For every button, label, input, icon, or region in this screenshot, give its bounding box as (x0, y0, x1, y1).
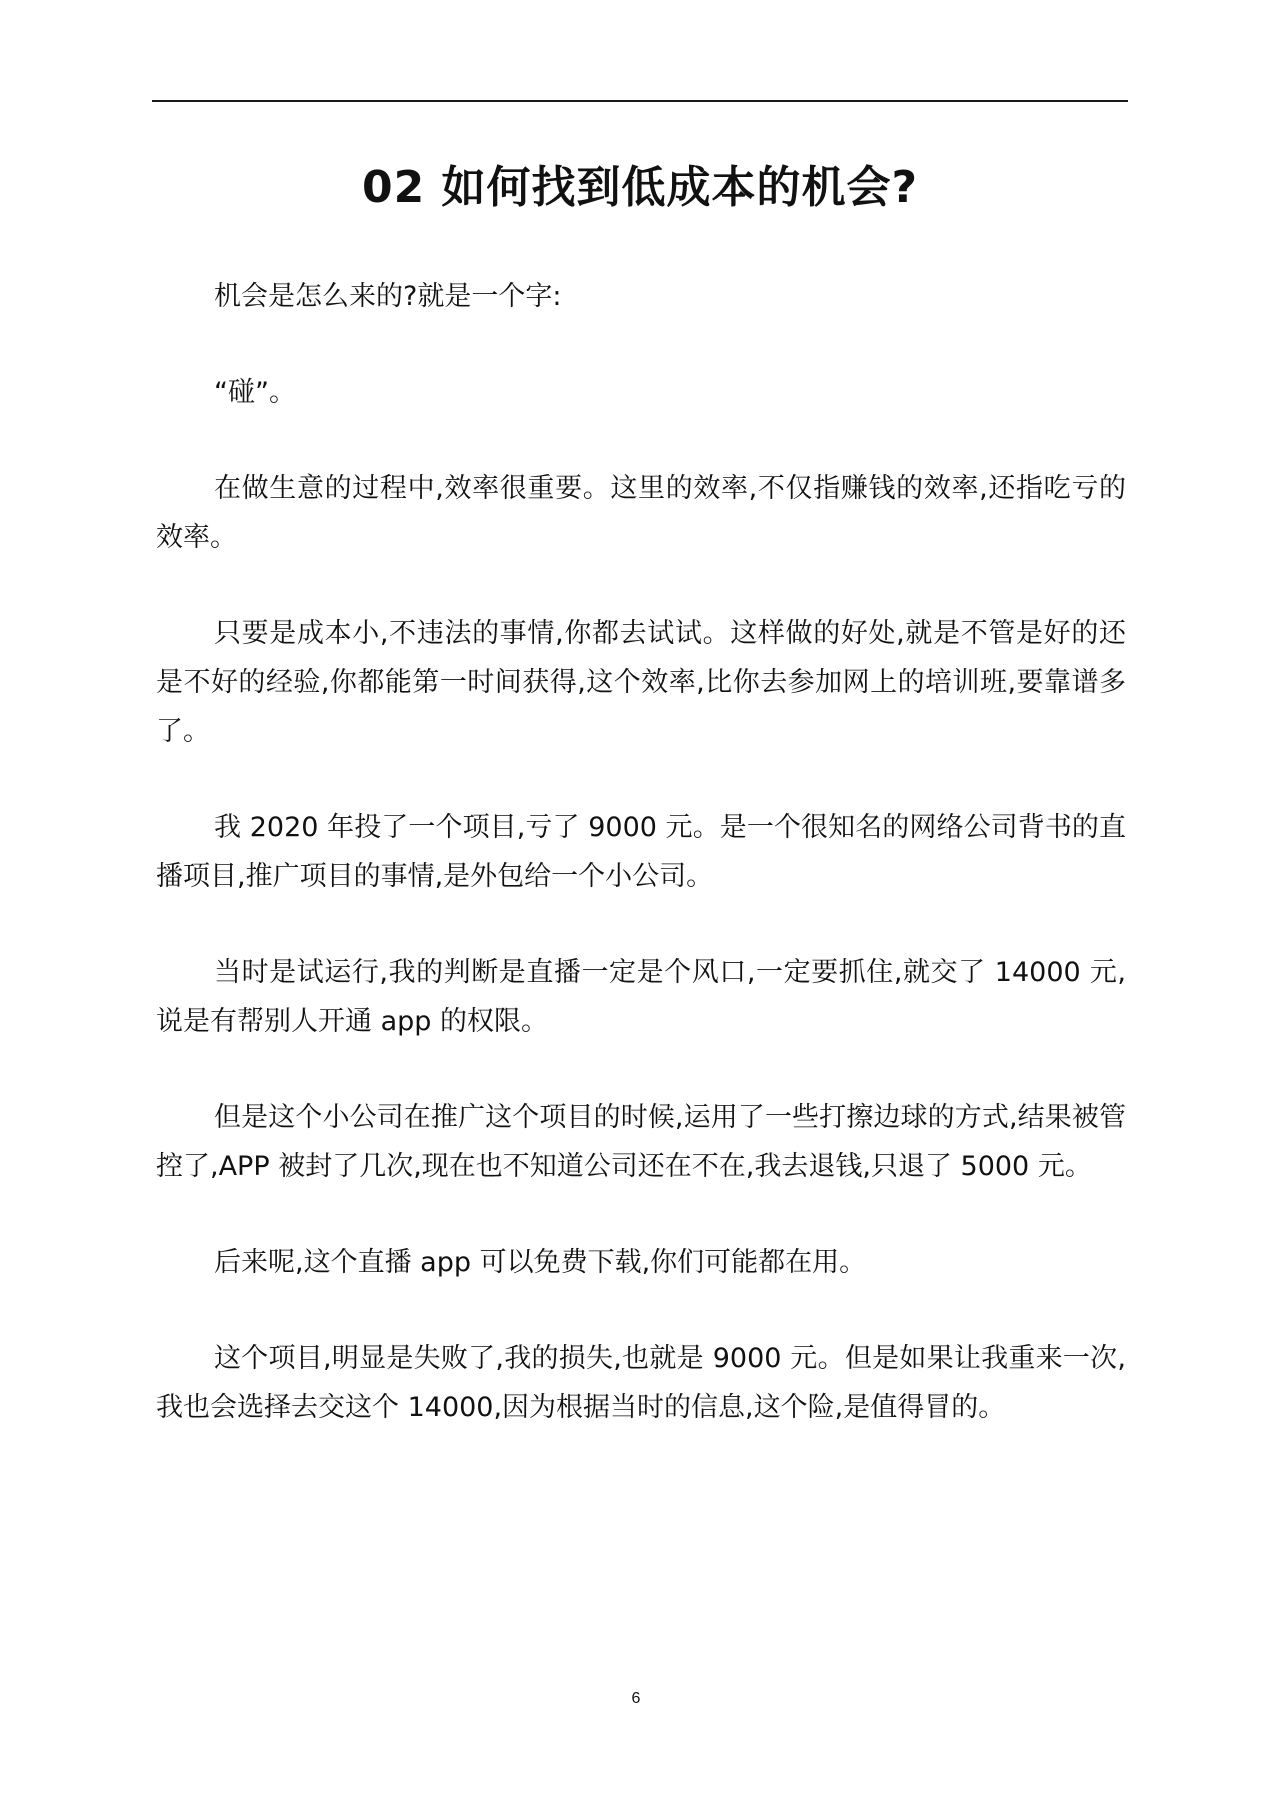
paragraph-7: 但是这个小公司在推广这个项目的时候,运用了一些打擦边球的方式,结果被管控了,APP 被封了几次,现在也不知道公司还在不在,我去退钱,只退了 5000 元。 (156, 1102, 1126, 1182)
paragraph-8: 后来呢,这个直播 app 可以免费下载,你们可能都在用。 (214, 1247, 867, 1278)
page-number: 6 (631, 1690, 641, 1707)
paragraph-4: 只要是成本小,不违法的事情,你都去试试。这样做的好处,就是不管是好的还是不好的经验,你都能第一时间获得,这个效率,比你去参加网上的培训班,要靠谱多了。 (156, 618, 1126, 747)
paragraph-2: “碰”。 (214, 377, 296, 408)
body-text (156, 272, 1126, 1479)
paragraph-6: 当时是试运行,我的判断是直播一定是个风口,一定要抓住,就交了 14000 元,说是有帮别人开通 app 的权限。 (156, 957, 1126, 1037)
paragraph-9: 这个项目,明显是失败了,我的损失,也就是 9000 元。但是如果让我重来一次,我也会选择去交这个 14000,因为根据当时的信息,这个险,是值得冒的。 (156, 1343, 1126, 1423)
paragraph-3: 在做生意的过程中,效率很重要。这里的效率,不仅指赚钱的效率,还指吃亏的效率。 (156, 473, 1126, 553)
page-title: 02 如何找到低成本的机会? (361, 162, 919, 213)
header-rule (152, 100, 1128, 102)
paragraph-1: 机会是怎么来的?就是一个字: (214, 281, 562, 312)
paragraph-5: 我 2020 年投了一个项目,亏了 9000 元。是一个很知名的网络公司背书的直播项目,推广项目的事情,是外包给一个小公司。 (156, 812, 1126, 892)
